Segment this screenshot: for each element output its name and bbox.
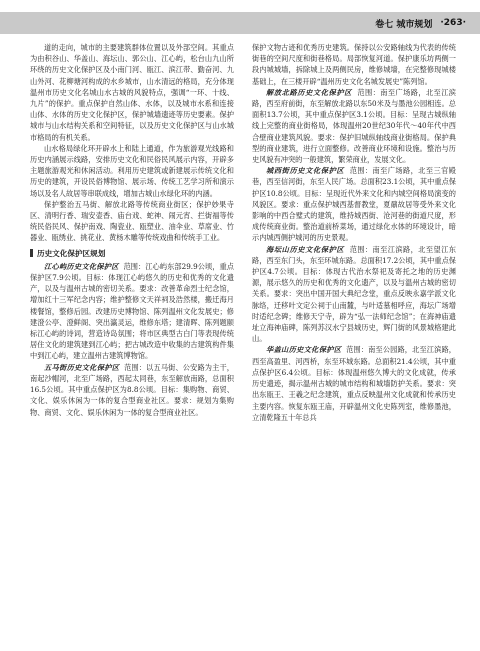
entry-name: 华盖山历史文化保护区 <box>266 345 342 355</box>
entry-name: 解放北路历史文化保护区 <box>266 87 352 97</box>
subsection-title: 历史文化保护区规划 <box>37 248 106 258</box>
heading-bar-icon <box>30 249 33 257</box>
section-title: 卷七 城市规划 <box>375 19 433 30</box>
entry-text: 范围：南至广场路，北至三官殿巷，西至信河街，东至人民广场。总面积23.1公顷，其中重点保护区10.8公顷。目标：呈现近代外来文化和内城空间格局演变的风貌区。要求：重点保护城西基督教堂，夏鼐故居等受外来文化影响的中西合璧式的建筑，维持城西街、沧河巷的街道尺度，形成传统商业街。整治道前桥菜场，通过绿化水体的环境设计，暗示内城西侧护城河的历史景观。 <box>252 166 456 243</box>
entry-text: 范围：南至广场路，北至江滨路，西至府前街，东至解放北路以东50米及与墨池公园相连。总面积13.7公顷，其中重点保护区3.1公顷。目标：呈现古城纵轴线上完整的商业街格局，体现温州20世纪30年代～40年代中西合壁商业建筑风貌。要求：保护旧城纵轴线商业街格局。保护典型的商业建筑，进行立面整修。改善商业环境和设施。整治与历史风貌有冲突的一般建筑，繁荣商业，发展文化。 <box>252 87 456 165</box>
entry-name: 海坛山历史文化保护区 <box>266 244 345 254</box>
entry-text: 范围：江心屿东部29.9公顷，重点保护区7.9公顷。目标：体现江心屿悠久的历史和优秀的文化遗产，以及与温州古城的密切关系。要求：改善革命烈士纪念馆，增加红十三军纪念内容；维护整修文天祥祠及浩然楼，搬迁海月楼餐馆，整修后园。改建历史博物馆、陈列温州文化发展史；修建澄公亭、澄鲜阁、突出瀛灵运，维修东塔；建清晖、陈列题颐标江心屿的诗词，营造诗岛氛围；将市区典型古白门等表现传统居住文化的建筑建到江心屿；把古城改造中收集的古建筑构件集中到江心屿，建立温州古建筑博物馆。 <box>30 261 234 361</box>
protection-area-entry <box>252 165 456 243</box>
entry-name: 城西街历史文化保护区 <box>266 166 345 176</box>
paragraph: 保护文物古迹和优秀历史建筑。保持以公安路轴线为代表的传统街巷的空间尺度和街巷格局。局部恢复河道。保护康乐坊两侧一段内城城墙，拆除城上及两侧民房，维修城墙，在完整修现城楼基础上，在三楼开辟“温州历史文化名城发展史”陈列馆。 <box>252 43 456 86</box>
paragraph: 保护整治五马街、解放北路等传统商业街区；保护妙果寺区、清明行香、瑞安壶香、庙台戏、蛇神、闹元宵、拦街福等传统民俗民风、保护南戏、陶瓷业、瓯塑业、油伞业、草席业、竹器业、瓯绣业、挑花业、黄杨木雕等传统戏曲和传统手工业。 <box>30 199 234 243</box>
protection-area-entry <box>252 244 456 345</box>
protection-area-entry <box>252 87 456 165</box>
entry-name: 五马街历史文化保护区 <box>44 362 120 372</box>
paragraph: 道的走向，城市的主要建筑群体位置以及外部空间。其重点为由积谷山、华盖山、海坛山、郭公山、江心屿，松台山九山所环绕的历史文化保护区及小南门河、瓯江、滨江带、勤奋河、九山外河、花柳塘河构成的水乡城市，山水清远的格局，充分体现温州市历史文化名城山水古城的风貌特点，强调“一环、十线、九片”的保护。重点保护自然山体、水体，以及城市水系和连接山体、水体的历史文化保护区，保护城墙遗迹等历史要素。保护城市与山水结构关系和空间特征，以及历史文化保护区与山水城市格局的有机关系。 <box>30 43 234 142</box>
entry-text: 范围：南至公园路，北至江滨路，西至高盈里、河西桥，东至环城东路。总面积21.4公顷，其中重点保护区6.4公顷。目标：体现温州悠久博大的文化成就，传承历史遗迹，揭示温州古城的城市结构和城墙防护关系。要求：突出东瓯王、王羲之纪念建筑，重点反映温州文化成就和传承历史主要内容。恢复东瓯王庙，开辟温州文化史陈列室，维修墨池，立清乾隆五十年总兵 <box>252 345 456 422</box>
page-header <box>0 12 480 34</box>
protection-area-entry <box>252 344 456 422</box>
subsection-heading <box>30 248 234 259</box>
right-column <box>252 42 456 642</box>
paragraph: 山水格局绿化环开辟水上和陆上通道，作为旅游观光线路和历史内涵展示线路，安排历史文化和民俗民风展示内容，开辟多主题旅游观光和休闲活动。利用历史建筑或新建展示传统文化和历史的建筑，开设民俗博物馆、展示场、传统工艺学习所和演示场以及名人故居等串联成线，增加古城山水绿化环的内涵。 <box>30 143 234 198</box>
page-number: ·263· <box>440 18 466 28</box>
left-column <box>30 42 234 642</box>
protection-area-entry <box>30 362 234 418</box>
entry-text: 范围：以五马街、公安路为主干，南起沙帽河，北至广场路，西起太同巷，东至解放南路，总面积16.5公顷。其中重点保护区为8.8公顷。目标：集购物、商贸、文化、娱乐休闲为一体的复合型商业社区。要求：规划为集购物、商贸、文化、娱乐休闲为一体的复合型商业社区。 <box>30 362 234 417</box>
protection-area-entry <box>30 261 234 362</box>
entry-text: 范围：南至江滨路，北至望江东路，西至东门头，东至环城东路。总面积17.2公顷，其中重点保护区4.7公顷。目标：体现古代治水祭祀及寄托之地的历史渊源，展示悠久的历史和优秀的文化遗产，以及与温州古城的密切关系。要求：突出中国开国大典纪念堂，重点反映永嘉学派文化脉络，迁移叶文定公祠于山南麓，与叶适墓相呼应，海坛广场增时适纪念碑；维修天宁寺，辟为“弘一法师纪念馆”；在海神庙遗址立海神庙碑，陈列苏汉水宁县城历史，辉门街的风景城格建此山。 <box>252 244 456 344</box>
entry-name: 江心屿历史文化保护区 <box>44 261 119 271</box>
